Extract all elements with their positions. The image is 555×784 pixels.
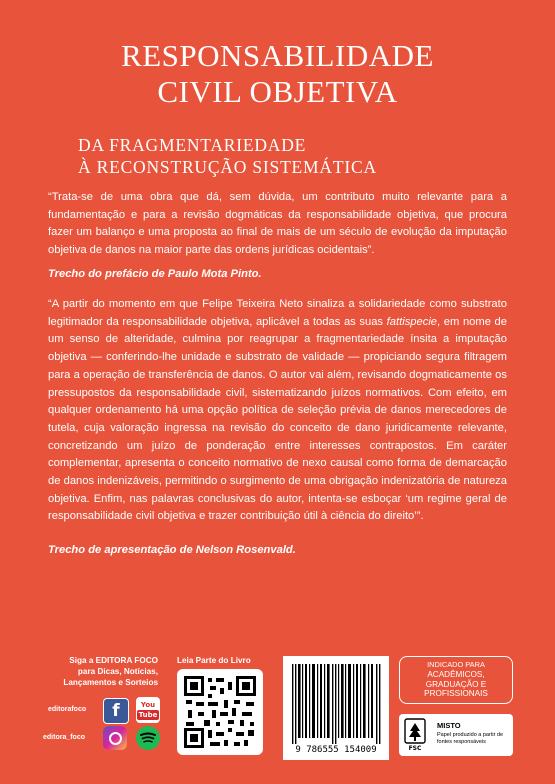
qr-code[interactable] bbox=[177, 669, 263, 755]
social-line-2: para Dicas, Notícias, bbox=[77, 667, 158, 676]
youtube-icon[interactable] bbox=[136, 697, 160, 723]
audience-line-2: GRADUAÇÃO E bbox=[425, 679, 487, 689]
quote-part-2: , em nome de um senso de alteridade, culmina por reagrupar a fragmentariedade ínsita a imputação objetiva — conferindo-lhe unidade e substrato de validade — propiciando segura filtragem para a operação de transferência de danos. O autor vai além, revisando dogmaticamente os pressupostos da responsabilidade civil, sistematizando juízos normativos. Com efeito, em qualquer ordenamento há uma opção política de seleção prévia de danos merecedores de tutela, cuja valoração ingressa na revisão do conceito de dano juridicamente relevante, concretizando um juízo de ponderação entre interesses contrapostos. Em caráter complementar, apresenta o conceito normativo de nexo causal como forma de demarcação de danos indenizáveis, permitindo o surgimento de uma obrigação indenizatória de natureza objetiva. Enfim, nas palavras conclusivas do autor, intenta-se esboçar ‘um regime geral de responsabilidade civil objetiva e trazer contribuição útil à ciência do direito’”. bbox=[48, 315, 507, 523]
subtitle-line-2: À RECONSTRUÇÃO SISTEMÁTICA bbox=[78, 157, 377, 177]
facebook-icon[interactable]: f bbox=[103, 698, 129, 724]
social-line-3: Lançamentos e Sorteios bbox=[63, 678, 158, 687]
social-line-1: Siga a EDITORA FOCO bbox=[69, 656, 158, 665]
book-title bbox=[0, 38, 555, 110]
fsc-title: MISTO bbox=[437, 721, 461, 730]
social-invite bbox=[38, 655, 158, 688]
facebook-handle: editorafoco bbox=[48, 706, 87, 713]
fsc-certification bbox=[399, 714, 513, 756]
audience-line-3: PROFISSIONAIS bbox=[424, 689, 488, 699]
title-line-2: CIVIL OBJETIVA bbox=[157, 74, 398, 109]
quote-italic-term: fattispecie bbox=[386, 315, 438, 328]
instagram-handle: editora_foco bbox=[43, 734, 86, 741]
instagram-icon[interactable] bbox=[103, 726, 127, 750]
book-subtitle bbox=[78, 134, 377, 178]
presentation-credit: Trecho de apresentação de Nelson Rosenvald. bbox=[48, 544, 296, 556]
title-line-1: RESPONSABILIDADE bbox=[121, 38, 434, 73]
spotify-icon[interactable] bbox=[136, 726, 160, 750]
quote-part-1: “A partir do momento em que Felipe Teixeira Neto sinaliza a solidariedade como substrato legitimador da responsabilidade objetiva, aplicável a todas as suas bbox=[48, 298, 507, 328]
qr-code-icon bbox=[184, 676, 256, 748]
audience-line-1: ACADÊMICOS, bbox=[427, 669, 485, 679]
subtitle-line-1: DA FRAGMENTARIEDADE bbox=[78, 135, 307, 155]
presentation-quote bbox=[48, 296, 507, 526]
fsc-text: Papel produzido a partir de fontes responsáveis bbox=[437, 732, 504, 745]
isbn-barcode bbox=[283, 656, 389, 760]
qr-label: Leia Parte do Livro bbox=[177, 656, 251, 665]
youtube-you: You bbox=[140, 700, 156, 709]
fsc-logo-text: FSC bbox=[408, 745, 422, 752]
audience-box bbox=[399, 656, 513, 704]
youtube-tube: Tube bbox=[138, 710, 158, 719]
preface-quote: “Trata-se de uma obra que dá, sem dúvida, um contributo muito relevante para a fundamentação e para a revisão dogmáticas da responsabilidade objetiva, que procura fazer um balanço e uma proposta ao final de mais de um século de evolução da imputação objetiva de danos na maior parte das ordens jurídicas ocidentais”. bbox=[48, 191, 507, 257]
fsc-logo-icon bbox=[404, 718, 426, 752]
preface-credit: Trecho do prefácio de Paulo Mota Pinto. bbox=[48, 268, 262, 280]
audience-label: INDICADO PARA bbox=[427, 660, 485, 669]
isbn-number: 9 786555 154009 bbox=[295, 745, 377, 755]
barcode-icon bbox=[290, 664, 382, 744]
